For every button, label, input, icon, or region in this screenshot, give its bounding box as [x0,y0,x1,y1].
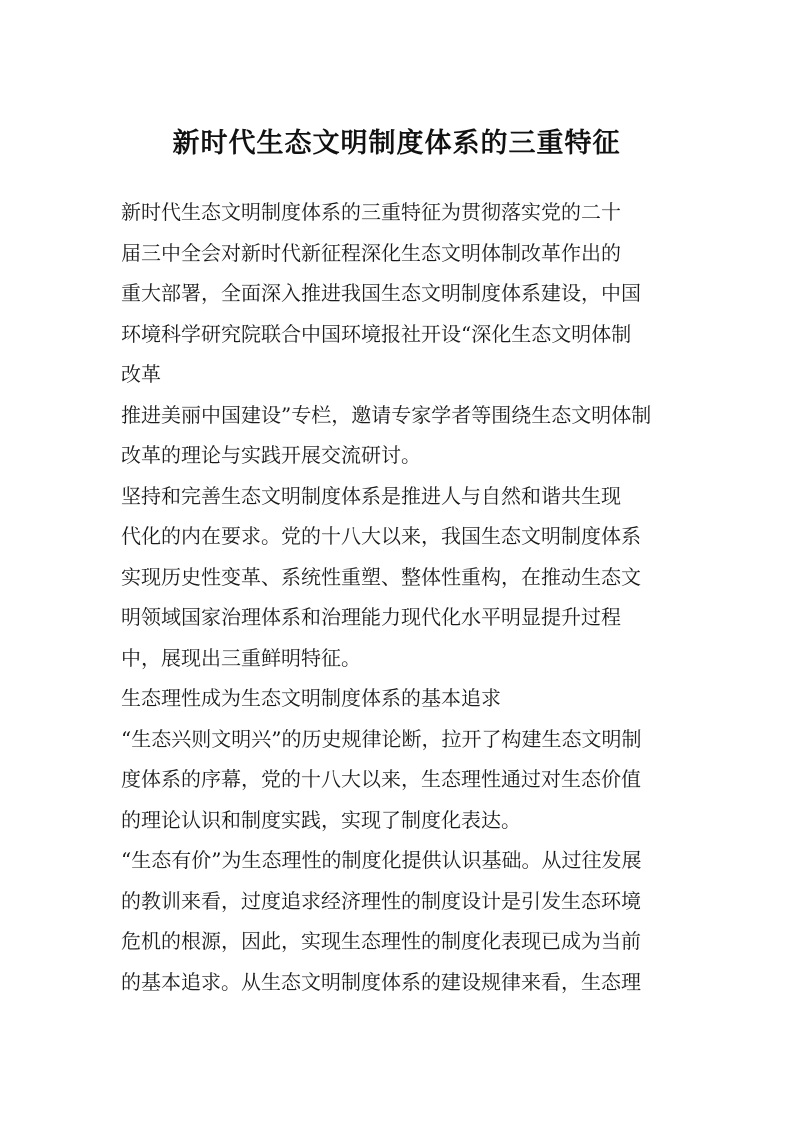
text-line: 生态理性成为生态文明制度体系的基本追求 [121,686,501,710]
text-line: 新时代生态文明制度体系的三重特征为贯彻落实党的二十 [121,200,621,224]
text-line: 推进美丽中国建设”专栏，邀请专家学者等围绕生态文明体制 [121,402,652,427]
text-line: 改革的理论与实践开展交流研讨。 [121,443,421,467]
document-body [121,192,673,1002]
text-line: 的教训来看，过度追求经济理性的制度设计是引发生态环境 [121,888,641,913]
text-line: “生态有价”为生态理性的制度化提供认识基础。从过往发展 [121,848,642,872]
text-line: 实现历史性变革、系统性重塑、整体性重构，在推动生态文 [121,564,641,589]
text-line: 代化的内在要求。党的十八大以来，我国生态文明制度体系 [121,524,641,548]
text-line: 改革 [121,362,161,386]
text-line: 明领域国家治理体系和治理能力现代化水平明显提升过程 [121,605,621,629]
paragraph-intro [121,192,673,395]
text-line: 的基本追求。从生态文明制度体系的建设规律来看，生态理 [121,969,641,994]
text-line: 重大部署，全面深入推进我国生态文明制度体系建设，中国 [121,281,641,305]
text-line: 届三中全会对新时代新征程深化生态文明体制改革作出的 [121,240,621,265]
text-line: 度体系的序幕，党的十八大以来，生态理性通过对生态价值 [121,767,641,791]
text-line: 环境科学研究院联合中国环境报社开设“深化生态文明体制 [121,321,632,346]
paragraph-overview [121,476,673,679]
section-heading [121,678,673,719]
text-line: 坚持和完善生态文明制度体系是推进人与自然和谐共生现 [121,483,621,508]
paragraph-ecological-value [121,840,673,1002]
document-title: 新时代生态文明制度体系的三重特征 [172,128,621,159]
text-line: “生态兴则文明兴”的历史规律论断，拉开了构建生态文明制 [121,726,642,751]
text-line: 中，展现出三重鲜明特征。 [121,645,361,670]
text-line: 的理论认识和制度实践，实现了制度化表达。 [121,807,521,832]
paragraph-history [121,719,673,841]
paragraph-column-intro [121,395,673,476]
text-line: 危机的根源，因此，实现生态理性的制度化表现已成为当前 [121,929,641,953]
